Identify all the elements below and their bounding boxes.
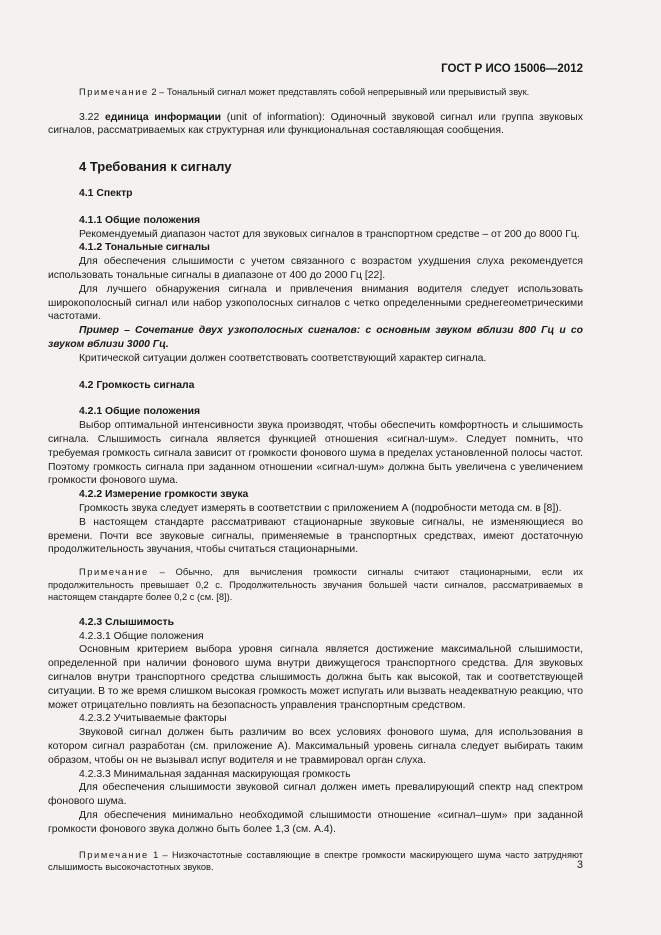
note-text: 1 – Низкочастотные составляющие в спектре громкости маскирующего шума часто затрудняют слышимость высокочастотных звуков. [48, 849, 583, 873]
paragraph-4-2-3-3-b: Для обеспечения минимально необходимой слышимости отношение «сигнал–шум» при заданной громкости фонового звука должно быть более 1,3 (см. А.4). [48, 810, 583, 835]
example-4-1-2: Пример – Сочетание двух узкополосных сигналов: с основным звуком вблизи 800 Гц и со звуком вблизи 3000 Гц. [48, 325, 583, 350]
section-4-1-1-title: 4.1.1 Общие положения [79, 214, 201, 226]
note-label: Примечание [79, 849, 149, 860]
paragraph-4-2-3-2: Звуковой сигнал должен быть различим во всех условиях фонового шума, для использования в котором сигнал разработан (см. приложение А). Максимальный уровень сигнала следует выбирать таким образом, чтобы он не вызывал испуг водителя и не травмировал орган слуха. [48, 727, 583, 766]
definition-3-22 [48, 111, 583, 139]
section-4-1-2-title: 4.1.2 Тональные сигналы [79, 242, 210, 254]
definition-text: (unit of information): Одиночный звуковой сигнал или группа звуковых сигналов, рассматриваемых как структурная или функциональная составляющая сообщения. [48, 111, 583, 137]
section-4-1-title: 4.1 Спектр [79, 187, 133, 199]
note-4-2-2 [48, 566, 583, 604]
page-content [48, 86, 583, 874]
section-4-2-3-1-title: 4.2.3.1 Общие положения [79, 630, 204, 642]
section-4-2-title: 4.2 Громкость сигнала [79, 379, 195, 391]
section-4-2-2-title: 4.2.2 Измерение громкости звука [79, 489, 249, 501]
paragraph-4-2-2-b: В настоящем стандарте рассматривают стационарные звуковые сигналы, не изменяющиеся во времени. Почти все звуковые сигналы, применяемые в транспортных средствах, имеют достаточную продолжительность звучания, чтобы считаться стационарными. [48, 516, 583, 556]
paragraph-4-1-2-a: Для обеспечения слышимости с учетом связанного с возрастом ухудшения слуха рекомендуется использовать тональные сигналы в диапазоне от 400 до 2000 Гц [22]. [48, 256, 583, 281]
section-4-2-1-title: 4.2.1 Общие положения [79, 406, 201, 418]
note-2 [48, 86, 583, 99]
paragraph-4-2-3-1: Основным критерием выбора уровня сигнала является достижение максимальной слышимости, определенной при наличии фонового шума внутри движущегося транспортного средства. Для звуковых сигналов внутри транспортного средства слышимость должна быть как высокой, так и соответствующей ситуации. В то же время слишком высокая громкость может испугать или вызвать неадекватную реакцию, что может отрицательно повлиять на безопасность управления транспортным средством. [48, 644, 583, 711]
section-4-2-3-3-title: 4.2.3.3 Минимальная заданная маскирующая громкость [79, 768, 351, 780]
paragraph-4-2-2-a: Громкость звука следует измерять в соответствии с приложением А (подробности метода см. в [8]). [79, 502, 562, 514]
section-4-2-3-2-title: 4.2.3.2 Учитываемые факторы [79, 713, 227, 725]
section-4-2-3-title: 4.2.3 Слышимость [79, 616, 175, 628]
page-number: 3 [576, 859, 583, 871]
section-4-title: 4 Требования к сигналу [79, 159, 232, 175]
paragraph-4-1-2-c: Критической ситуации должен соответствовать соответствующий характер сигнала. [79, 352, 487, 364]
note-label: Примечание [79, 567, 149, 578]
note-text: 2 – Тональный сигнал может представлять собой непрерывный или прерывистый звук. [148, 87, 530, 97]
definition-number: 3.22 [79, 111, 105, 123]
paragraph-4-1-1: Рекомендуемый диапазон частот для звуковых сигналов в транспортном средстве – от 200 до 8000 Гц. [79, 228, 580, 240]
definition-term: единица информации [104, 111, 222, 123]
paragraph-4-2-1: Выбор оптимальной интенсивности звука производят, чтобы обеспечить комфортность и слышимость сигнала. Слышимость сигнала является функцией отношения «сигнал-шум». Следует помнить, что требуемая громкость сигнала зависит от громкости фонового шума в пределах установленной полосы частот. Поэтому громкость сигнала при заданном отношении «сигнал-шум» должна быть увеличена с увеличением громкости фонового шума. [48, 420, 583, 487]
note-text: – Обычно, для вычисления громкости сигналы считают стационарными, если их продолжительность превышает 0,2 с. Продолжительность звучания большей части сигналов, рассматриваемых в настоящем стандарте более 0,2 с (см. [8]). [48, 567, 583, 603]
note-1-bottom [48, 849, 583, 874]
paragraph-4-1-2-b: Для лучшего обнаружения сигнала и привлечения внимания водителя следует использовать широкополосный сигнал или набор узкополосных сигналов с четко определенными среднегеометрическими частотами. [48, 283, 583, 323]
doc-code-header: ГОСТ Р ИСО 15006—2012 [441, 63, 583, 75]
paragraph-4-2-3-3-a: Для обеспечения слышимости звуковой сигнал должен иметь превалирующий спектр над спектром фонового шума. [48, 782, 583, 808]
note-label: Примечание [79, 87, 149, 97]
